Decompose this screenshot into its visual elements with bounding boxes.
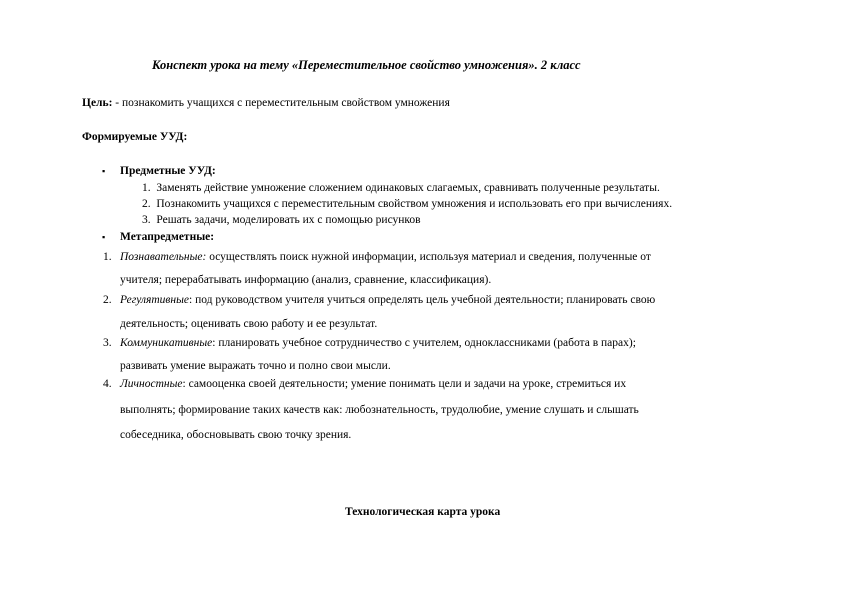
meta-item-4-term: Личностные [120,378,183,390]
meta-heading: Метапредметные: [120,231,215,243]
uud-heading: Формируемые УУД: [82,131,188,143]
meta-item-1-line-1 [120,250,651,264]
goal-text: - познакомить учащихся с переместительным свойством умножения [112,97,450,109]
meta-item-3-text: : планировать учебное сотрудничество с учителем, одноклассниками (работа в парах); [212,337,636,349]
item-text: Познакомить учащихся с переместительным свойством умножения и использовать его при вычислениях. [156,198,673,210]
subject-item-1 [142,181,660,195]
meta-item-1-text: осуществлять поиск нужной информации, используя материал и сведения, полученные от [206,251,651,263]
meta-item-3-line-2: развивать умение выражать точно и полно свои мысли. [120,360,391,372]
subject-item-2 [142,197,672,211]
meta-item-4-number: 4. [103,378,112,390]
meta-item-4-text: : самооценка своей деятельности; умение понимать цели и задачи на уроке, стремиться их [182,378,627,390]
meta-item-4-line-1 [120,377,626,391]
meta-item-2-line-1 [120,293,655,307]
subject-heading: Предметные УУД: [120,165,216,177]
item-number: 1. [142,182,151,194]
item-text: Решать задачи, моделировать их с помощью рисунков [156,214,421,226]
meta-item-3-term: Коммуникативные [120,337,213,349]
meta-item-3-line-1 [120,336,636,350]
meta-item-4-line-2: выполнять; формирование таких качеств как: любознательность, трудолюбие, умение слушать и слышать [120,404,639,416]
meta-item-1-line-2: учителя; перерабатывать информацию (анализ, сравнение, классификация). [120,274,492,286]
meta-item-2-number: 2. [103,294,112,306]
meta-item-1-number: 1. [103,251,112,263]
goal-line [82,96,450,110]
subject-item-3 [142,213,421,227]
item-number: 2. [142,198,151,210]
meta-item-1-term: Познавательные: [120,251,207,263]
bullet-icon: ▪ [102,166,106,176]
page-title: Конспект урока на тему «Переместительное свойство умножения». 2 класс [152,58,581,72]
meta-item-3-number: 3. [103,337,112,349]
item-number: 3. [142,214,151,226]
meta-item-2-term: Регулятивные [120,294,189,306]
bullet-icon: ▪ [102,232,106,242]
section-title: Технологическая карта урока [345,506,501,518]
meta-item-2-line-2: деятельность; оценивать свою работу и ее результат. [120,318,378,330]
meta-item-2-text: : под руководством учителя учиться определять цель учебной деятельности; планировать свою [189,294,656,306]
item-text: Заменять действие умножение сложением одинаковых слагаемых, сравнивать полученные результаты. [156,182,660,194]
goal-label: Цель: [82,97,113,109]
meta-item-4-line-3: собеседника, обосновывать свою точку зрения. [120,429,352,441]
